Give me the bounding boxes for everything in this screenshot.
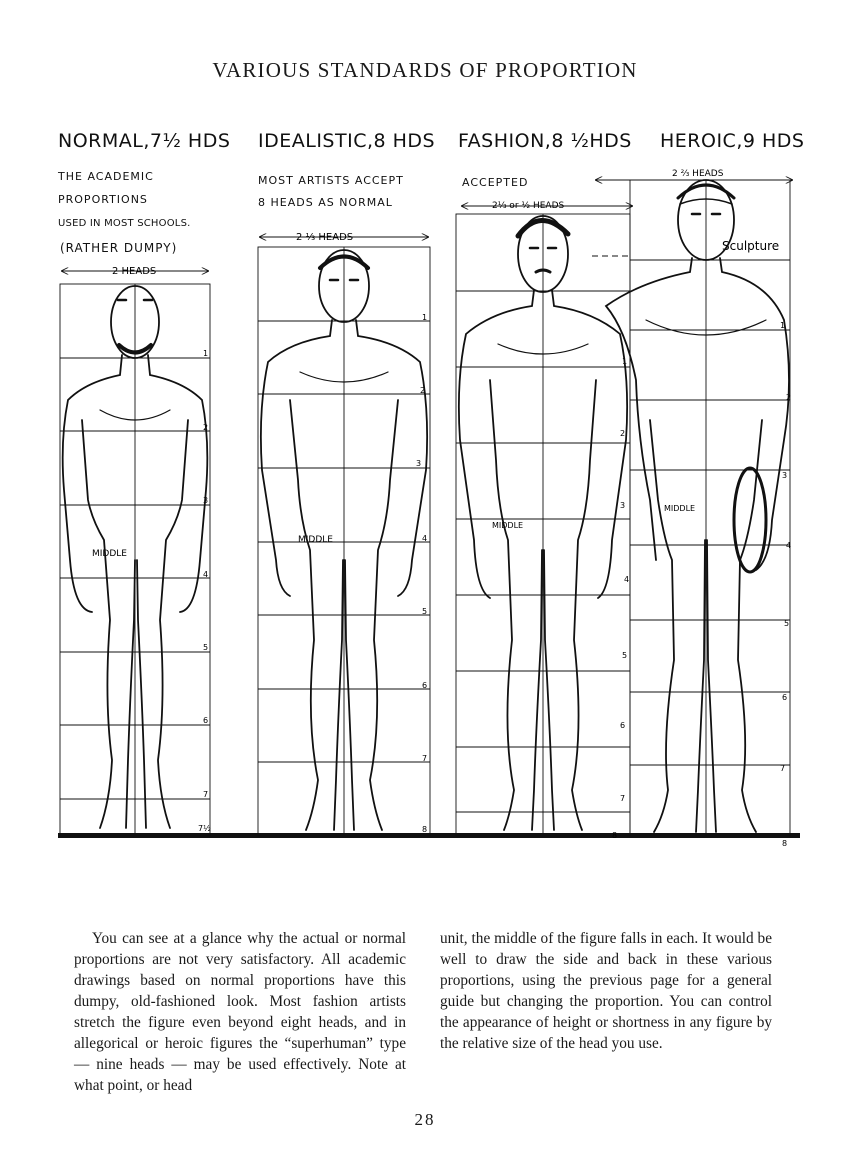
body-text-left [74, 928, 406, 1096]
middle-label-fashion: MIDDLE [492, 521, 524, 530]
svg-text:4: 4 [422, 534, 428, 543]
middle-label-heroic: MIDDLE [664, 504, 696, 513]
paragraph-left: You can see at a glance why the actual or normal proportions are not very satisfactory. All academic drawings based on normal proportions have this dumpy, old-fashioned look. Most fashion artists stretch the figure even beyond eight heads, and in allegorical or heroic figures the “superhuman” type — nine heads — may be used effectively. Note at what point, or head [74, 930, 406, 1094]
svg-text:3: 3 [416, 459, 422, 468]
svg-text:5: 5 [784, 619, 790, 628]
page-number: 28 [414, 1110, 436, 1129]
heading-fashion: FASHION,8 ½HDS [458, 130, 632, 152]
middle-label-normal: MIDDLE [92, 549, 127, 559]
svg-text:6: 6 [422, 681, 428, 690]
svg-text:1: 1 [622, 357, 628, 366]
note-normal-2: PROPORTIONS [58, 193, 148, 206]
note-fashion-1: ACCEPTED [462, 176, 529, 189]
width-label-heroic: 2 ⅔ HEADS [672, 169, 724, 179]
svg-text:5: 5 [422, 607, 428, 616]
svg-text:3: 3 [203, 496, 209, 505]
svg-text:7: 7 [203, 790, 209, 799]
svg-text:7: 7 [422, 754, 428, 763]
page-title: VARIOUS STANDARDS OF PROPORTION [212, 58, 638, 82]
svg-text:4: 4 [786, 541, 792, 550]
paragraph-right: unit, the middle of the figure falls in each. It would be well to draw the side and back in these various proportions, using the previous page for a general guide but changing the proportion. You can control the appearance of height or shortness in any figure by the relative size of the head you use. [440, 930, 772, 1052]
svg-text:5: 5 [622, 651, 628, 660]
svg-text:4: 4 [203, 570, 209, 579]
body-text-right [440, 928, 772, 1054]
width-label-idealistic: 2 ⅓ HEADS [296, 232, 354, 243]
svg-text:6: 6 [782, 693, 788, 702]
svg-text:8: 8 [612, 831, 618, 840]
svg-text:6: 6 [620, 721, 626, 730]
svg-text:7½: 7½ [198, 824, 211, 833]
svg-text:8: 8 [422, 825, 428, 834]
svg-text:3: 3 [620, 501, 626, 510]
heading-heroic: HEROIC,9 HDS [660, 130, 805, 152]
svg-text:1: 1 [422, 313, 428, 322]
svg-text:2: 2 [620, 429, 626, 438]
ground-line [58, 833, 800, 838]
width-label-normal: 2 HEADS [112, 266, 157, 277]
heading-normal: NORMAL,7½ HDS [58, 130, 231, 152]
svg-text:2: 2 [203, 423, 209, 432]
svg-text:3: 3 [782, 471, 788, 480]
svg-text:8: 8 [782, 839, 788, 848]
note-idealistic-2: 8 HEADS AS NORMAL [258, 196, 393, 209]
figure-heroic [606, 180, 792, 832]
note-normal-3: USED IN MOST SCHOOLS. [58, 218, 191, 229]
note-normal-4: (RATHER DUMPY) [60, 241, 178, 255]
svg-text:5: 5 [203, 643, 209, 652]
svg-text:2: 2 [786, 393, 792, 402]
sculpture-annotation: Sculpture [722, 239, 780, 253]
heading-idealistic: IDEALISTIC,8 HDS [258, 130, 436, 152]
svg-text:7: 7 [620, 794, 626, 803]
svg-text:2: 2 [420, 386, 426, 395]
grid-fashion [456, 206, 632, 836]
svg-text:6: 6 [203, 716, 209, 725]
grid-normal [60, 271, 210, 836]
svg-text:4: 4 [624, 575, 630, 584]
middle-label-idealistic: MIDDLE [298, 535, 333, 545]
note-idealistic-1: MOST ARTISTS ACCEPT [258, 174, 404, 187]
note-normal-1: THE ACADEMIC [58, 170, 154, 183]
grid-idealistic [258, 237, 430, 836]
svg-text:1: 1 [203, 349, 209, 358]
svg-text:7: 7 [780, 764, 786, 773]
svg-text:1: 1 [780, 321, 786, 330]
width-label-fashion: 2⅓ or ½ HEADS [492, 201, 565, 211]
